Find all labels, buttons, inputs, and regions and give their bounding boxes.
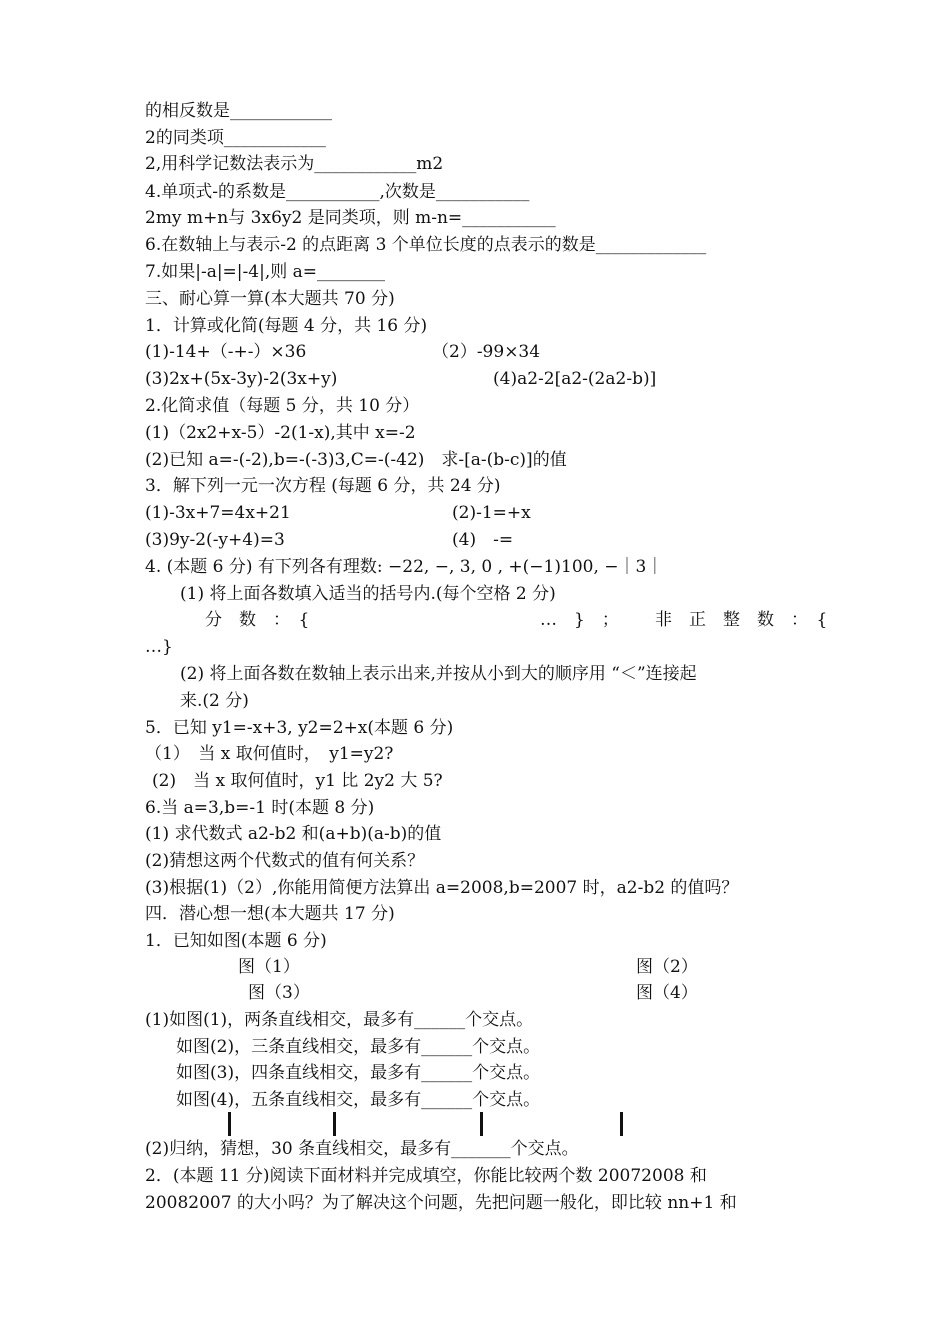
question-heading: 2.化简求值（每题 5 分，共 10 分）	[145, 396, 420, 416]
text-line: 如图(2)，三条直线相交，最多有______个交点。	[176, 1037, 541, 1057]
figure-caption: 图（4）	[636, 983, 698, 1003]
vertical-tick-mark	[228, 1112, 231, 1136]
text-line: (2) 当 x 取何值时，y1 比 2y2 大 5?	[152, 771, 443, 791]
section-heading: 四．潜心想一想(本大题共 17 分)	[145, 904, 395, 924]
text-line: (1) 将上面各数填入适当的括号内.(每个空格 2 分)	[180, 584, 556, 604]
text-line: (2)猜想这两个代数式的值有何关系？	[145, 851, 425, 871]
text-line: (3)2x+(5x-3y)-2(3x+y)	[145, 369, 338, 389]
text-line: (2)归纳，猜想，30 条直线相交，最多有_______个交点。	[145, 1139, 579, 1159]
text-line: (3)根据(1)（2）,你能用简便方法算出 a=2008,b=2007 时，a2-b2 的值吗？	[145, 878, 739, 898]
text-line: （1） 当 x 取何值时， y1=y2?	[145, 744, 394, 764]
vertical-tick-mark	[480, 1112, 483, 1136]
question-heading: 3．解下列一元一次方程 (每题 6 分，共 24 分)	[145, 476, 501, 496]
text-line: 2,用科学记数法表示为____________m2	[145, 154, 444, 174]
text-line: 2my m+n与 3x6y2 是同类项，则 m-n=___________	[145, 208, 556, 228]
question-heading: 1．已知如图(本题 6 分)	[145, 931, 327, 951]
text-line: 2．(本题 11 分)阅读下面材料并完成填空，你能比较两个数 20072008 和	[145, 1166, 707, 1186]
text-line: (4)a2-2[a2-(2a2-b)]	[493, 369, 657, 389]
text-line: (2)已知 a=-(-2),b=-(-3)3,C=-(-42) 求-[a-(b-c)]的值	[145, 450, 567, 470]
question-heading: 6.当 a=3,b=-1 时(本题 8 分)	[145, 798, 375, 818]
text-line: 如图(3)，四条直线相交，最多有______个交点。	[176, 1063, 541, 1083]
text-line: (2)-1=+x	[452, 503, 531, 523]
text-line: (1)（2x2+x-5）-2(1-x),其中 x=-2	[145, 423, 416, 443]
text-line: (3)9y-2(-y+4)=3	[145, 530, 285, 550]
text-line: 20082007 的大小吗？为了解决这个问题，先把问题一般化，即比较 nn+1 和	[145, 1193, 737, 1213]
text-line: 4.单项式-的系数是___________,次数是___________	[145, 182, 530, 202]
text-line: (2) 将上面各数在数轴上表示出来,并按从小到大的顺序用 “＜”连接起	[180, 664, 697, 684]
question-heading: 4. (本题 6 分) 有下列各有理数: −22, −, 3, 0 , +(−1)100, −｜3｜	[145, 557, 664, 577]
text-line: 来.(2 分)	[180, 691, 249, 711]
question-heading: 1．计算或化简(每题 4 分，共 16 分)	[145, 316, 428, 336]
text-line: 如图(4)，五条直线相交，最多有______个交点。	[176, 1090, 541, 1110]
text-line: 2的同类项____________	[145, 128, 326, 148]
text-line: 非 正 整 数 ： {	[655, 610, 828, 630]
text-line: 6.在数轴上与表示-2 的点距离 3 个单位长度的点表示的数是_____________	[145, 235, 707, 255]
text-line: (1)如图(1)，两条直线相交，最多有______个交点。	[145, 1010, 534, 1030]
vertical-tick-mark	[620, 1112, 623, 1136]
figure-caption: 图（1）	[238, 957, 300, 977]
text-line: 的相反数是____________	[145, 101, 332, 121]
figure-caption: 图（2）	[636, 957, 698, 977]
text-line: （2）-99×34	[432, 342, 541, 362]
text-line: … } ；	[540, 610, 619, 630]
text-line: (1) 求代数式 a2-b2 和(a+b)(a-b)的值	[145, 824, 442, 844]
text-line: 分 数 ： {	[205, 610, 310, 630]
question-heading: 5．已知 y1=-x+3, y2=2+x(本题 6 分)	[145, 718, 454, 738]
text-line: (1)-14+（-+-）×36	[145, 342, 307, 362]
text-line: …}	[145, 637, 173, 657]
figure-caption: 图（3）	[248, 983, 310, 1003]
section-heading: 三、耐心算一算(本大题共 70 分)	[145, 289, 395, 309]
text-line: (1)-3x+7=4x+21	[145, 503, 291, 523]
vertical-tick-mark	[333, 1112, 336, 1136]
text-line: (4) -=	[452, 530, 514, 550]
text-line: 7.如果|-a|=|-4|,则 a=________	[145, 262, 386, 282]
